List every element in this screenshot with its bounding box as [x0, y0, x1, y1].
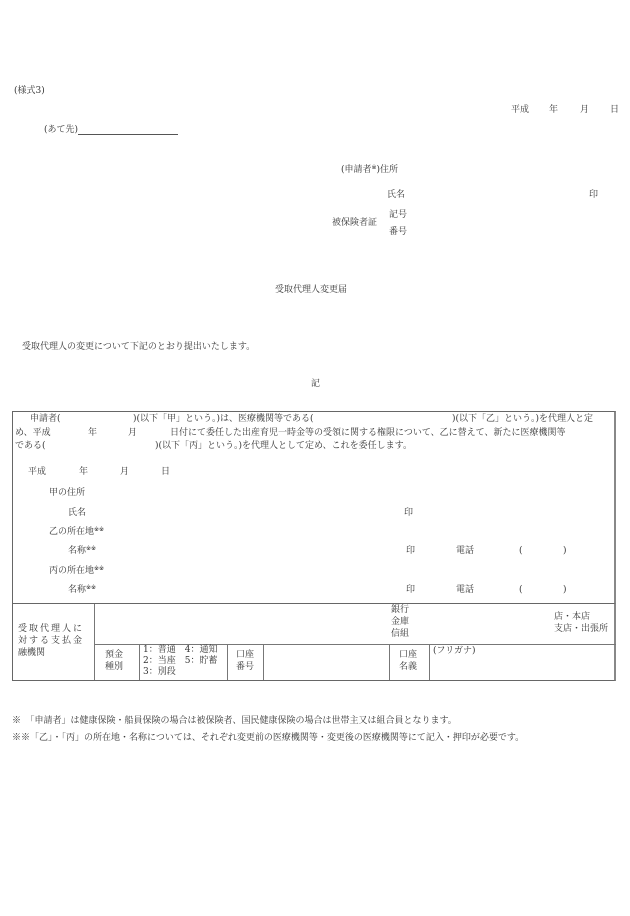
intro-text: 受取代理人の変更について下記のとおり提出いたします。	[22, 342, 256, 352]
account-holder-label-1: 口座	[399, 650, 418, 660]
branch-type-1: 店・本店	[554, 612, 591, 622]
otsu-phone-label: 電話	[456, 546, 475, 556]
proxy-line3-a: である(	[15, 441, 46, 451]
proxy-date-era: 平成	[28, 467, 47, 477]
proxy-line2-a: め、平成	[15, 428, 51, 438]
deposit-option-1[interactable]: 1：普通 4：通知	[143, 645, 218, 655]
otsu-name-label: 名称※※	[68, 545, 97, 556]
payment-bank-table	[12, 604, 616, 681]
insurance-number-label: 番号	[389, 227, 408, 237]
proxy-date-month: 月	[120, 467, 130, 477]
divider	[429, 644, 430, 680]
bank-section-label-2: 対する支払金	[18, 636, 85, 646]
otsu-phone-close: )	[563, 546, 567, 556]
addressee	[44, 124, 178, 135]
furigana-label: (フリガナ)	[433, 646, 476, 656]
hei-phone-close: )	[563, 585, 567, 595]
proxy-line2-d: 日付にて委任した出産育児一時金等の受領に関する権限について、乙に替えて、新たに医療機関等	[170, 428, 566, 438]
applicant-seal: 印	[589, 190, 599, 200]
account-number-field[interactable]	[266, 647, 386, 677]
otsu-seal: 印	[406, 546, 416, 556]
submission-date-day: 日	[610, 105, 620, 115]
proxy-line1-b: )(以下「甲」という。)は、医療機関等である(	[133, 414, 314, 424]
proxy-line1-c: )(以下「乙」という。)を代理人と定	[452, 414, 594, 424]
submission-date-month: 月	[580, 105, 590, 115]
branch-type-2: 支店・出張所	[554, 624, 609, 634]
insurance-symbol-label: 記号	[389, 210, 408, 220]
deposit-option-3[interactable]: 3：別段	[143, 667, 176, 677]
ko-seal: 印	[404, 508, 414, 518]
proxy-line1-a: 申請者(	[30, 414, 61, 424]
account-holder-label-2: 名義	[399, 662, 418, 672]
ko-address-label: 甲の住所	[49, 488, 86, 498]
note-2: ※※「乙」・「丙」の所在地・名称については、それぞれ変更前の医療機関等・変更後の医療機関等にて記入・押印が必要です。	[12, 733, 525, 743]
bank-section-label-3: 融機関	[18, 648, 46, 658]
account-holder-field[interactable]	[433, 658, 613, 678]
applicant-address-label: (申請者※)住所	[341, 164, 399, 175]
otsu-location-label: 乙の所在地※※	[49, 526, 105, 537]
divider	[227, 644, 228, 680]
deposit-type-label-1: 預金	[105, 650, 124, 660]
hei-phone-label: 電話	[456, 585, 475, 595]
deposit-option-2[interactable]: 2：当座 5：貯蓄	[143, 656, 218, 666]
divider	[263, 644, 264, 680]
divider	[139, 644, 140, 680]
bank-type-shinkumi: 信組	[391, 629, 410, 639]
bank-section-label-1: 受取代理人に	[18, 624, 85, 634]
proxy-line2-c: 月	[128, 428, 138, 438]
addressee-label: (あて先)	[44, 125, 79, 135]
divider	[389, 644, 390, 680]
form-number: (様式3)	[14, 86, 45, 96]
proxy-line2-b: 年	[88, 428, 98, 438]
submission-date-year: 年	[549, 105, 559, 115]
ko-name-label: 氏名	[68, 508, 87, 518]
insurance-card-label: 被保険者証	[332, 218, 378, 228]
bank-name-field[interactable]	[97, 606, 387, 642]
asterisk-mark: ※	[371, 164, 377, 171]
addressee-field[interactable]	[78, 124, 178, 135]
account-number-label-2: 番号	[236, 662, 255, 672]
ki-heading: 記	[311, 379, 321, 389]
submission-date-era: 平成	[511, 105, 530, 115]
proxy-date-year: 年	[79, 467, 89, 477]
hei-seal: 印	[406, 585, 416, 595]
hei-phone-open: (	[519, 585, 523, 595]
branch-name-field[interactable]	[433, 606, 553, 642]
proxy-line3-b: )(以下「丙」という。)を代理人として定め、これを委任します。	[155, 441, 412, 451]
otsu-phone-open: (	[519, 546, 523, 556]
note-1: ※ 「申請者」は健康保険・船員保険の場合は被保険者、国民健康保険の場合は世帯主又は組合員となります。	[12, 716, 457, 726]
hei-location-label: 丙の所在地※※	[49, 565, 105, 576]
proxy-date-day: 日	[161, 467, 171, 477]
bank-type-shinkin: 金庫	[391, 617, 410, 627]
hei-name-label: 名称※※	[68, 584, 97, 595]
document-title: 受取代理人変更届	[275, 285, 348, 295]
bank-type-bank: 銀行	[391, 605, 410, 615]
applicant-name-label: 氏名	[387, 190, 406, 200]
account-number-label-1: 口座	[236, 650, 255, 660]
divider	[94, 604, 95, 680]
deposit-type-label-2: 種別	[105, 662, 124, 672]
